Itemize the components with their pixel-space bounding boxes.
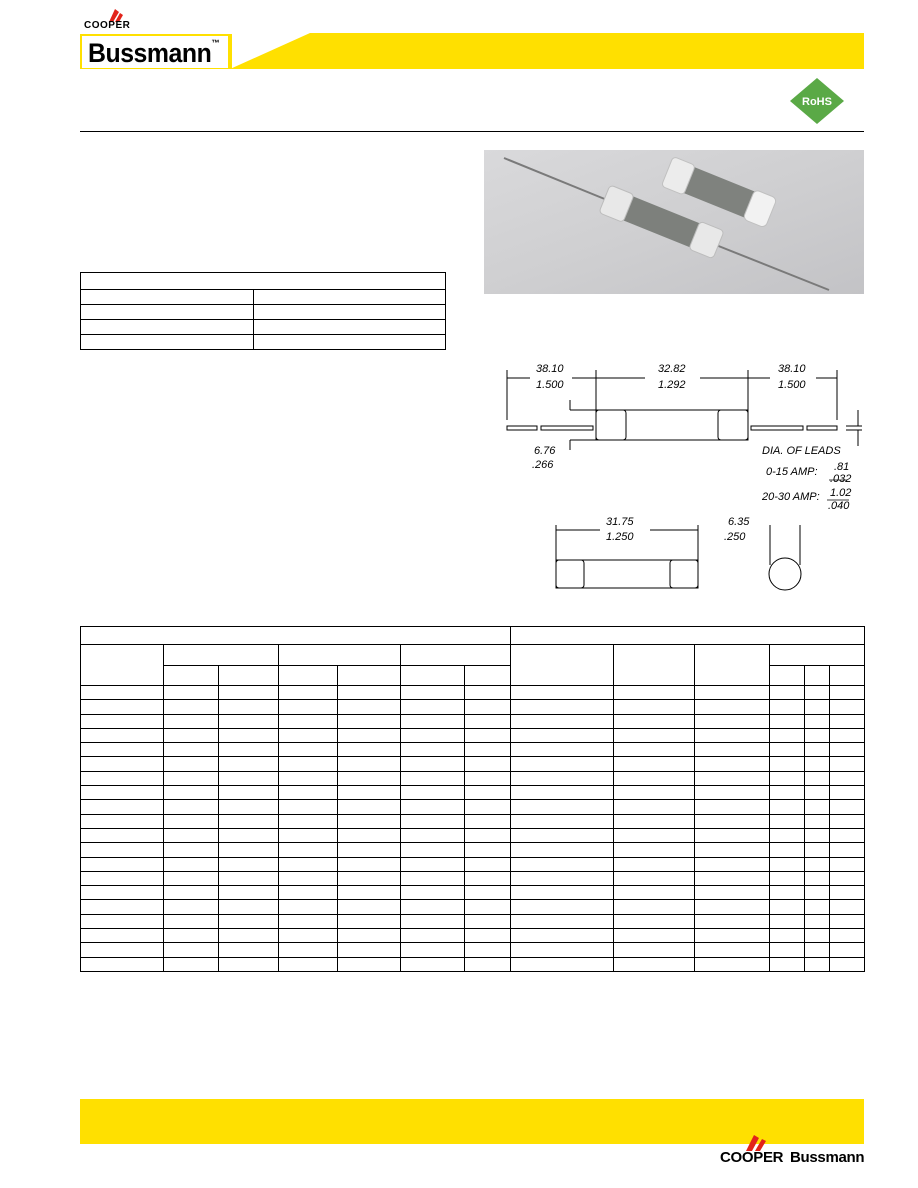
- table-row: [81, 886, 865, 900]
- svg-text:RoHS: RoHS: [802, 96, 832, 108]
- table-row: [81, 871, 865, 885]
- svg-text:6.76: 6.76: [534, 445, 556, 457]
- brand-logo: Bussmann™: [88, 38, 220, 68]
- table-row: [81, 728, 865, 742]
- spec-table: [80, 272, 446, 350]
- svg-text:1.250: 1.250: [606, 531, 634, 543]
- table-row: [81, 914, 865, 928]
- svg-text:.250: .250: [724, 531, 746, 543]
- table-row: [81, 771, 865, 785]
- table-row: [81, 786, 865, 800]
- table-row: [81, 828, 865, 842]
- table-row: [81, 857, 865, 871]
- header-rule: [80, 131, 864, 132]
- table-row: [81, 273, 446, 290]
- table-row: [81, 929, 865, 943]
- svg-text:1.500: 1.500: [536, 379, 564, 391]
- svg-text:32.82: 32.82: [658, 363, 686, 375]
- table-row: [81, 290, 446, 305]
- svg-text:38.10: 38.10: [536, 363, 564, 375]
- svg-text:1.02: 1.02: [830, 487, 852, 499]
- product-photo: [484, 150, 864, 294]
- svg-text:1.292: 1.292: [658, 379, 686, 391]
- table-row: [81, 757, 865, 771]
- table-row: [81, 743, 865, 757]
- table-row: [81, 714, 865, 728]
- footer-brand-cooper: COOPER: [720, 1149, 784, 1166]
- table-row: [81, 943, 865, 957]
- table-row: [81, 627, 865, 645]
- table-row: [81, 335, 446, 350]
- svg-text:DIA. OF LEADS: DIA. OF LEADS: [762, 445, 841, 457]
- svg-text:.81: .81: [834, 461, 850, 473]
- fuse-photo-image: [484, 150, 864, 294]
- table-row: [81, 814, 865, 828]
- table-row: [81, 700, 865, 714]
- svg-text:31.75: 31.75: [606, 516, 634, 528]
- dimension-drawing: [500, 360, 864, 592]
- footer-flag-icon: [740, 1131, 780, 1151]
- table-row: [81, 320, 446, 335]
- svg-text:6.35: 6.35: [728, 516, 750, 528]
- table-row: [81, 900, 865, 914]
- footer-brand-bussmann: Bussmann: [790, 1149, 865, 1166]
- svg-text:.266: .266: [532, 459, 554, 471]
- table-row: [81, 645, 865, 666]
- svg-text:.032: .032: [830, 473, 852, 485]
- table-row: [81, 843, 865, 857]
- svg-text:1.500: 1.500: [778, 379, 806, 391]
- svg-text:38.10: 38.10: [778, 363, 806, 375]
- table-row: [81, 957, 865, 971]
- table-row: [81, 305, 446, 320]
- svg-text:20-30 AMP:: 20-30 AMP:: [762, 491, 820, 503]
- brand-cooper-small: COOPER: [84, 20, 131, 31]
- svg-text:.040: .040: [828, 500, 850, 512]
- ratings-table: [80, 626, 865, 972]
- table-row: [81, 800, 865, 814]
- rohs-badge: [790, 78, 844, 124]
- svg-text:0-15 AMP:: 0-15 AMP:: [766, 466, 818, 478]
- table-row: [81, 686, 865, 700]
